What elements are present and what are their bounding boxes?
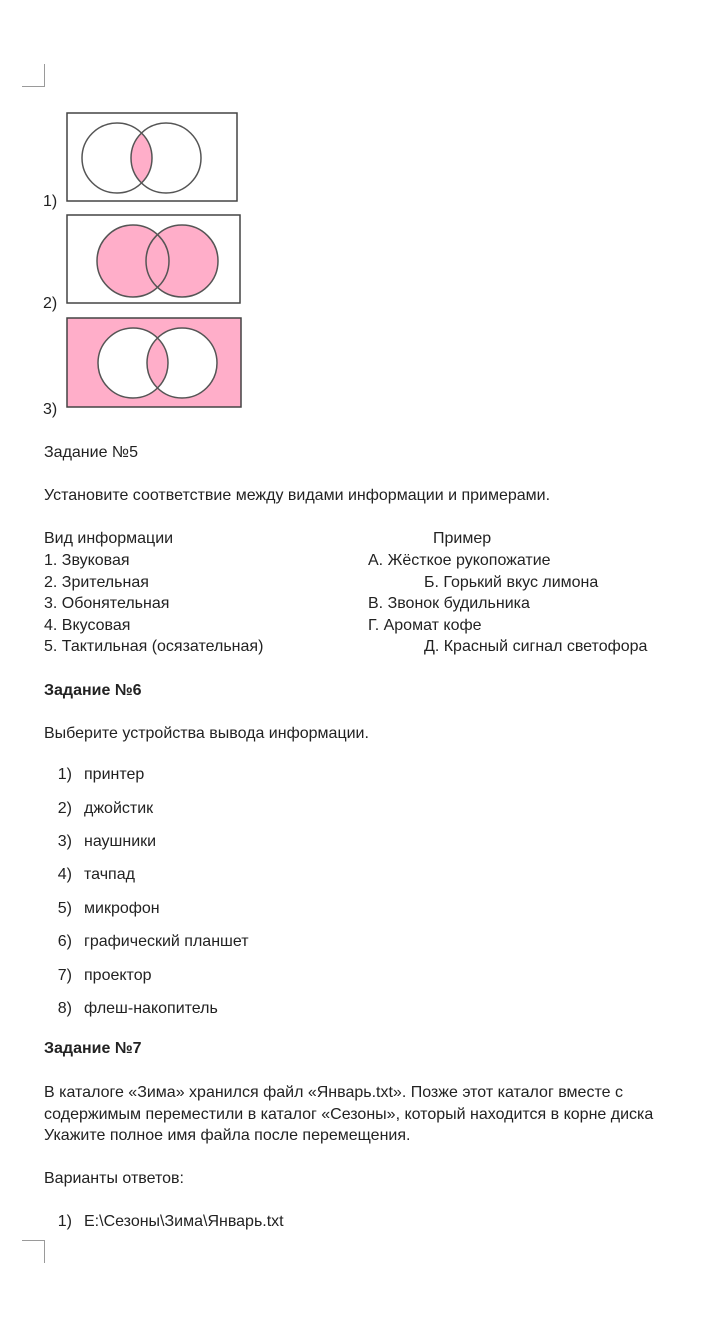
list-item (44, 832, 156, 852)
list-item-number: 1) (57, 1213, 72, 1230)
page-corner-mark-top (22, 64, 45, 87)
list-item-text: микрофон (84, 900, 160, 917)
list-item-text: джойстик (84, 800, 154, 817)
list-item (44, 899, 160, 919)
list-item-text: графический планшет (84, 933, 249, 950)
task6-title: Задание №6 (44, 682, 142, 699)
list-item-text: E:\Сезоны\Зима\Январь.txt (84, 1213, 284, 1230)
list-item-text: тачпад (84, 866, 135, 883)
example-item: Б. Горький вкус лимона (424, 574, 599, 591)
list-item (44, 865, 135, 885)
list-item-number: 8) (57, 1000, 72, 1017)
task7-paragraph-line: Укажите полное имя файла после перемещения. (44, 1127, 411, 1144)
list-item-number: 6) (57, 933, 72, 950)
list-item-number: 4) (57, 866, 72, 883)
list-item-text: наушники (84, 833, 157, 850)
task5-left-header: Вид информации (44, 530, 174, 547)
list-item-number: 2) (57, 800, 72, 817)
list-item (44, 799, 153, 819)
task5-right-header: Пример (433, 530, 492, 547)
list-item (44, 966, 151, 986)
list-item (44, 999, 218, 1019)
list-item (44, 932, 249, 952)
task5-title: Задание №5 (44, 444, 138, 461)
task7-paragraph-line: содержимым переместили в каталог «Сезоны», который находится в корне диска (44, 1106, 654, 1123)
info-type-item: 4. Вкусовая (44, 617, 131, 634)
list-item (44, 765, 144, 785)
list-item-number: 7) (57, 967, 72, 984)
example-item: Г. Аромат кофе (368, 617, 482, 634)
venn-diagram-complement (66, 317, 243, 409)
venn-diagram-intersection (66, 112, 239, 203)
info-type-item: 1. Звуковая (44, 552, 130, 569)
answers-label: Варианты ответов: (44, 1170, 184, 1187)
list-item-number: 3) (57, 833, 72, 850)
list-item (44, 1212, 284, 1232)
venn-label-2: 2) (43, 295, 58, 312)
info-type-item: 3. Обонятельная (44, 595, 170, 612)
list-item-text: принтер (84, 766, 145, 783)
page-corner-mark-bottom (22, 1240, 45, 1263)
task7-title: Задание №7 (44, 1040, 142, 1057)
venn-label-3: 3) (43, 401, 58, 418)
list-item-text: проектор (84, 967, 152, 984)
info-type-item: 5. Тактильная (осязательная) (44, 638, 264, 655)
example-item: А. Жёсткое рукопожатие (368, 552, 551, 569)
list-item-number: 1) (57, 766, 72, 783)
list-item-number: 5) (57, 900, 72, 917)
task5-instruction: Установите соответствие между видами информации и примерами. (44, 487, 551, 504)
venn-diagram-union (66, 214, 242, 305)
task7-paragraph-line: В каталоге «Зима» хранился файл «Январь.txt». Позже этот каталог вместе с (44, 1084, 623, 1101)
venn-label-1: 1) (43, 193, 58, 210)
task6-instruction: Выберите устройства вывода информации. (44, 725, 369, 742)
example-item: Д. Красный сигнал светофора (424, 638, 648, 655)
info-type-item: 2. Зрительная (44, 574, 149, 591)
list-item-text: флеш-накопитель (84, 1000, 218, 1017)
example-item: В. Звонок будильника (368, 595, 530, 612)
